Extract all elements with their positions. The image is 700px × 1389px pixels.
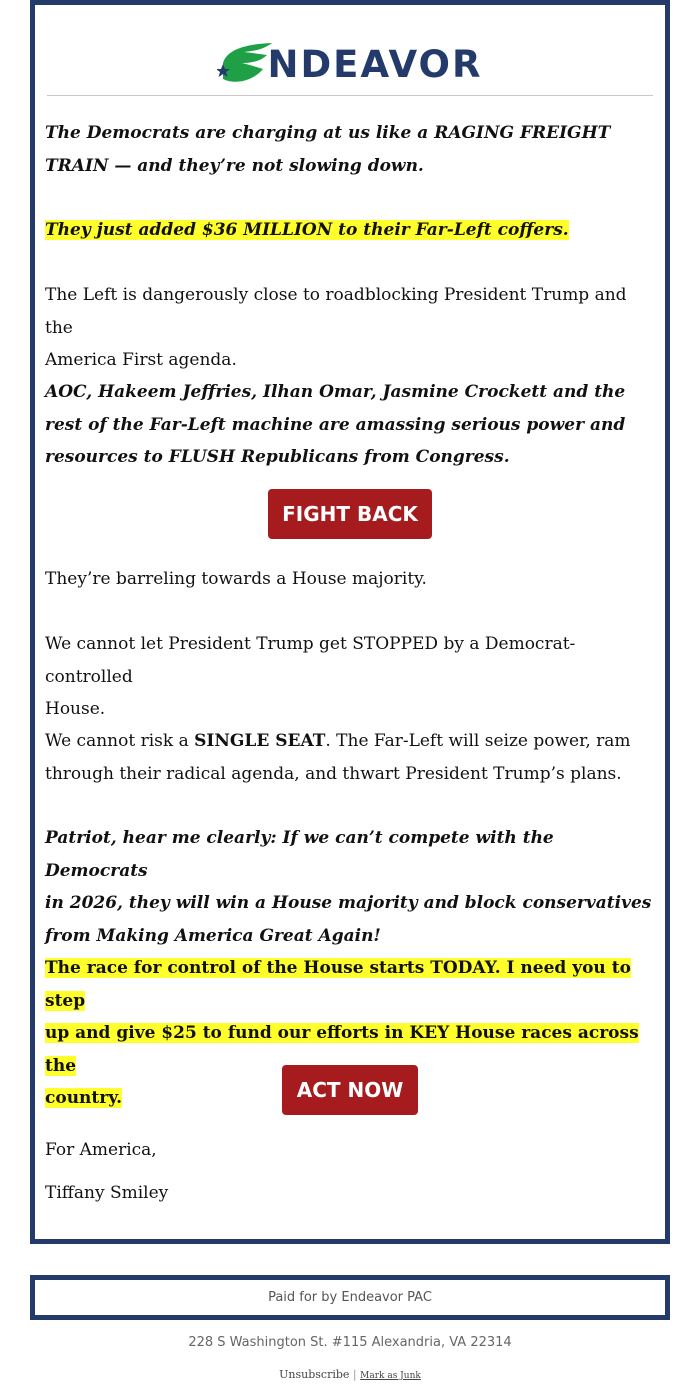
signoff: For America, xyxy=(45,1140,157,1160)
paid-for-box xyxy=(30,1275,670,1320)
paragraph-house-majority: They’re barreling towards a House majority. xyxy=(45,569,427,589)
header-divider xyxy=(47,95,653,96)
paid-for-text: Paid for by Endeavor PAC xyxy=(268,1290,432,1305)
fight-back-button[interactable]: FIGHT BACK xyxy=(268,489,432,539)
act-now-button[interactable]: ACT NOW xyxy=(282,1065,418,1115)
paragraph-left-close: The Left is dangerously close to roadblocking President Trump and the America First agenda. xyxy=(45,285,627,370)
highlight-paragraph-2: The race for control of the House starts TODAY. I need you to step up and give $25 to fund our efforts in KEY House races across the country. xyxy=(45,958,639,1108)
footer-address: 228 S Washington St. #115 Alexandria, VA 22314 xyxy=(188,1335,512,1350)
signature: Tiffany Smiley xyxy=(45,1183,169,1203)
paragraph-single-seat: We cannot risk a SINGLE SEAT. The Far-Left will seize power, ram through their radical agenda, and thwart President Trump’s plans. xyxy=(45,731,631,784)
paragraph-trump-stopped: We cannot let President Trump get STOPPED by a Democrat-controlled House. xyxy=(45,634,576,719)
mark-as-junk-link[interactable]: Mark as Junk xyxy=(360,1371,421,1381)
highlight-paragraph-1: They just added $36 MILLION to their Far-Left coffers. xyxy=(45,220,569,240)
link-separator: | xyxy=(352,1368,357,1381)
unsubscribe-link[interactable]: Unsubscribe xyxy=(279,1368,350,1381)
email-card xyxy=(30,0,670,1244)
endeavor-logo[interactable] xyxy=(35,35,665,93)
paragraph-patriot: Patriot, hear me clearly: If we can’t compete with the Democrats in 2026, they will win a House majority and block conservatives from Making America Great Again! xyxy=(45,828,652,946)
footer-links xyxy=(0,1368,700,1381)
paragraph-far-left-machine: AOC, Hakeem Jeffries, Ilhan Omar, Jasmine Crockett and the rest of the Far-Left machine are amassing serious power and resources to FLUSH Republicans from Congress. xyxy=(45,382,626,467)
intro-paragraph: The Democrats are charging at us like a RAGING FREIGHT TRAIN — and they’re not slowing down. xyxy=(45,123,611,176)
logo-text: NDEAVOR xyxy=(267,42,483,86)
